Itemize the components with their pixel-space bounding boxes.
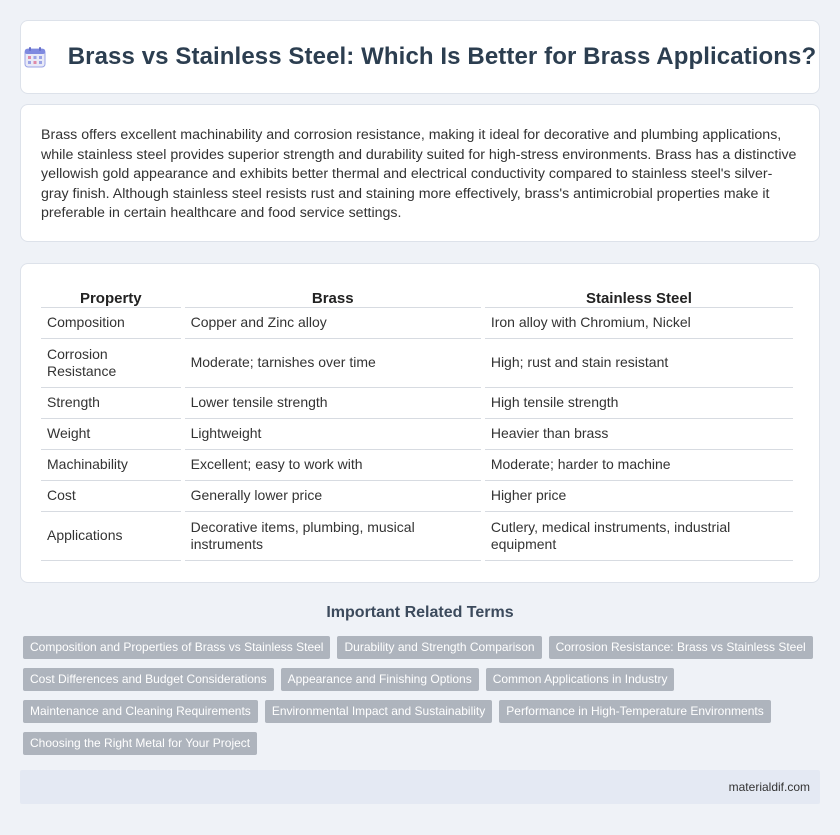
- related-term-tag[interactable]: Common Applications in Industry: [486, 668, 675, 691]
- table-row: [41, 388, 793, 419]
- related-terms-list: [23, 636, 823, 755]
- cell-property: Weight: [41, 419, 181, 450]
- related-term-tag[interactable]: Choosing the Right Metal for Your Project: [23, 732, 257, 755]
- cell-stainless: Higher price: [485, 481, 793, 512]
- related-term-tag[interactable]: Appearance and Finishing Options: [281, 668, 479, 691]
- header-stainless-steel: Stainless Steel: [485, 282, 793, 308]
- table-row: [41, 339, 793, 388]
- cell-brass: Generally lower price: [185, 481, 481, 512]
- page-title: Brass vs Stainless Steel: Which Is Better for Brass Applications?: [67, 43, 817, 70]
- table-row: [41, 512, 793, 561]
- header-property: Property: [41, 282, 181, 308]
- cell-property: Applications: [41, 512, 181, 561]
- table-row: [41, 308, 793, 339]
- related-terms-title: Important Related Terms: [326, 604, 514, 621]
- table-header-row: [41, 282, 793, 308]
- cell-brass: Excellent; easy to work with: [185, 450, 481, 481]
- cell-stainless: High tensile strength: [485, 388, 793, 419]
- table-row: [41, 419, 793, 450]
- cell-property: Composition: [41, 308, 181, 339]
- related-term-tag[interactable]: Durability and Strength Comparison: [337, 636, 541, 659]
- cell-stainless: Heavier than brass: [485, 419, 793, 450]
- table-row: [41, 481, 793, 512]
- intro-card: [20, 104, 820, 242]
- calendar-icon: [24, 46, 46, 68]
- related-term-tag[interactable]: Environmental Impact and Sustainability: [265, 700, 492, 723]
- cell-stainless: High; rust and stain resistant: [485, 339, 793, 388]
- comparison-table: [37, 282, 797, 561]
- footer-site-link[interactable]: materialdif.com: [728, 780, 810, 794]
- header-card: [20, 20, 820, 94]
- related-term-tag[interactable]: Composition and Properties of Brass vs Stainless Steel: [23, 636, 330, 659]
- cell-brass: Moderate; tarnishes over time: [185, 339, 481, 388]
- cell-property: Corrosion Resistance: [41, 339, 181, 388]
- cell-brass: Lightweight: [185, 419, 481, 450]
- title-wrap: [24, 43, 817, 71]
- related-term-tag[interactable]: Corrosion Resistance: Brass vs Stainless Steel: [549, 636, 813, 659]
- cell-property: Cost: [41, 481, 181, 512]
- cell-stainless: Cutlery, medical instruments, industrial equipment: [485, 512, 793, 561]
- footer: [20, 770, 820, 804]
- cell-stainless: Iron alloy with Chromium, Nickel: [485, 308, 793, 339]
- intro-paragraph: Brass offers excellent machinability and corrosion resistance, making it ideal for decorative and plumbing applications, while stainless steel provides superior strength and durability suited for high-stress environments. Brass has a distinctive yellowish gold appearance and exhibits better thermal and electrical conductivity compared to stainless steel's silver-gray finish. Although stainless steel resists rust and staining more effectively, brass's antimicrobial properties make it preferable in certain healthcare and food service settings.: [41, 127, 797, 222]
- cell-stainless: Moderate; harder to machine: [485, 450, 793, 481]
- related-term-tag[interactable]: Performance in High-Temperature Environments: [499, 700, 770, 723]
- related-term-tag[interactable]: Maintenance and Cleaning Requirements: [23, 700, 258, 723]
- comparison-card: [20, 263, 820, 583]
- related-term-tag[interactable]: Cost Differences and Budget Considerations: [23, 668, 274, 691]
- table-row: [41, 450, 793, 481]
- cell-brass: Copper and Zinc alloy: [185, 308, 481, 339]
- cell-brass: Lower tensile strength: [185, 388, 481, 419]
- cell-property: Strength: [41, 388, 181, 419]
- header-brass: Brass: [185, 282, 481, 308]
- cell-property: Machinability: [41, 450, 181, 481]
- cell-brass: Decorative items, plumbing, musical instruments: [185, 512, 481, 561]
